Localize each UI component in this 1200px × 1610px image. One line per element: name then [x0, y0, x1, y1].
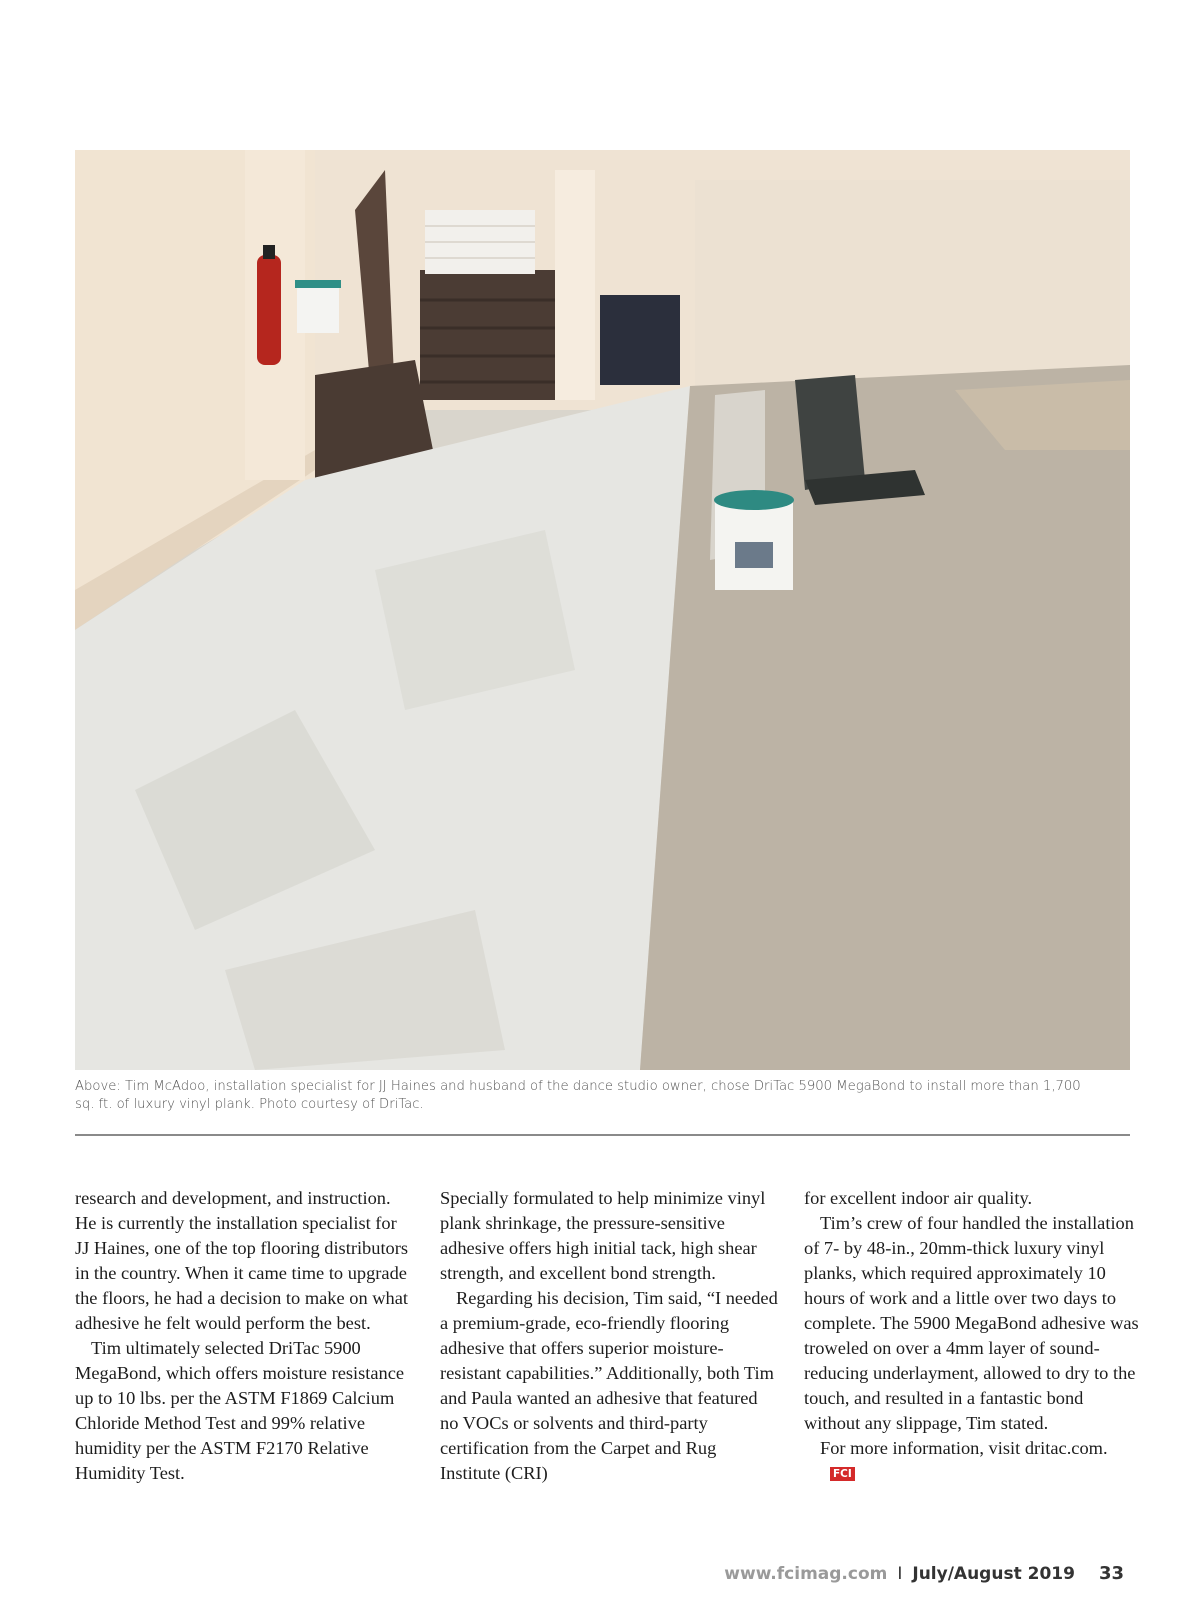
paragraph	[804, 1436, 1144, 1486]
paragraph: research and development, and instruction. He is currently the installation specialist for JJ Haines, one of the top flooring distributors in the country. When it came time to upgrade the floors, he had a decision to make on what adhesive he felt would perform the best.	[75, 1188, 409, 1333]
page-footer	[724, 1563, 1124, 1584]
article-column-3	[804, 1186, 1144, 1486]
page-number: 33	[1098, 1563, 1124, 1584]
article-photo	[75, 150, 1130, 1070]
footer-website: www.fcimag.com	[724, 1564, 888, 1584]
article-column-2	[440, 1186, 780, 1486]
fci-end-mark-icon: FCI	[830, 1467, 855, 1481]
photo-caption: Above: Tim McAdoo, installation specialist for JJ Haines and husband of the dance studio owner, chose DriTac 5900 MegaBond to install more than 1,700 sq. ft. of luxury vinyl plank. Photo courtesy of DriTac.	[75, 1079, 1081, 1112]
footer-separator: I	[897, 1564, 903, 1584]
article-column-1	[75, 1186, 415, 1486]
paragraph: Specially formulated to help minimize vinyl plank shrinkage, the pressure-sensitive adhesive offers high initial tack, high shear strength, and excellent bond strength.	[440, 1188, 766, 1283]
paragraph: Regarding his decision, Tim said, “I needed a premium-grade, eco-friendly flooring adhesive that offers superior moisture-resistant capabilities.” Additionally, both Tim and Paula wanted an adhesive that featured no VOCs or solvents and third-party certification from the Carpet and Rug Institute (CRI)	[440, 1288, 778, 1483]
caption-divider	[75, 1134, 1130, 1136]
paragraph: Tim’s crew of four handled the installation of 7- by 48-in., 20mm-thick luxury vinyl planks, which required approximately 10 hours of work and a little over two days to complete. The 5900 MegaBond adhesive was troweled on over a 4mm layer of sound-reducing underlayment, allowed to dry to the touch, and resulted in a fantastic bond without any slippage, Tim stated.	[804, 1213, 1139, 1433]
paragraph: Tim ultimately selected DriTac 5900 MegaBond, which offers moisture resistance up to 10 lbs. per the ASTM F1869 Calcium Chloride Method Test and 99% relative humidity per the ASTM F2170 Relative Humidity Test.	[75, 1338, 405, 1483]
footer-issue-date: July/August 2019	[912, 1564, 1075, 1584]
floor-installation-photo	[75, 150, 1130, 1070]
paragraph: for excellent indoor air quality.	[804, 1188, 1033, 1208]
paragraph-text: For more information, visit dritac.com.	[820, 1438, 1108, 1458]
